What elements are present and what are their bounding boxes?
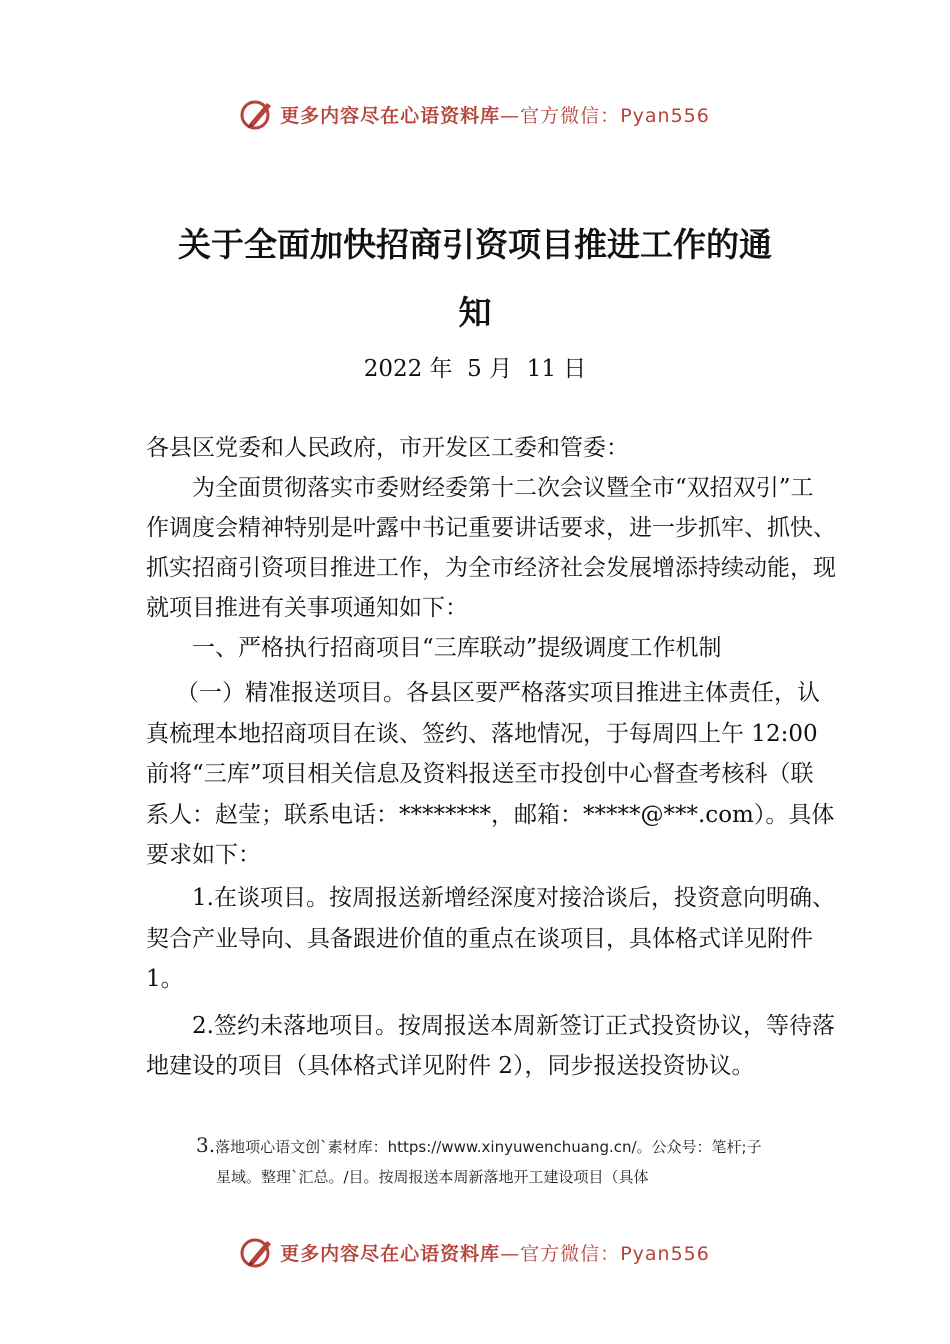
footnote	[196, 1130, 836, 1192]
document-title-line2: 知	[458, 293, 492, 332]
document-title-line1: 关于全面加快招商引资项目推进工作的通	[178, 225, 772, 264]
salutation: 各县区党委和人民政府，市开发区工委和管委：	[146, 435, 629, 461]
watermark-banner-bottom	[0, 1230, 950, 1274]
section-heading-1: 一、严格执行招商项目“三库联动”提级调度工作机制	[192, 635, 722, 661]
document-body	[146, 428, 836, 668]
footnote-line2: 星域。整理`汇总。/目。按周报送本周新落地开工建设项目（具体	[216, 1168, 649, 1186]
watermark-text: 更多内容尽在心语资料库—官方微信：Pyan556	[280, 104, 710, 127]
document-body-section	[146, 673, 836, 876]
item-2: 2.签约未落地项目。按周报送本周新签订正式投资协议，等待落地建设的项目（具体格式详见附件 2），同步报送投资协议。	[146, 1012, 835, 1079]
footnote-number: 3.	[196, 1133, 216, 1157]
pen-logo-icon	[240, 97, 274, 131]
subsection-1: （一）精准报送项目。各县区要严格落实项目推进主体责任，认真梳理本地招商项目在谈、签约、落地情况，于每周四上午 12:00 前将“三库”项目相关信息及资料报送至市投创中心督查考核科（联系人：赵莹；联系电话：********，邮箱：*****@***.com）。具体要求如下：	[146, 680, 835, 868]
document-date: 2022 年 5 月 11 日	[363, 356, 587, 382]
footnote-line1: 落地项心语文创`素材库：https://www.xinyuwenchuang.cn/。公众号：笔杆;子	[215, 1138, 762, 1156]
watermark-banner-top	[0, 92, 950, 136]
watermark-text: 更多内容尽在心语资料库—官方微信：Pyan556	[280, 1242, 710, 1265]
intro-paragraph: 为全面贯彻落实市委财经委第十二次会议暨全市“双招双引”工作调度会精神特别是叶露中书记重要讲话要求，进一步抓牢、抓快、抓实招商引资项目推进工作，为全市经济社会发展增添持续动能，现就项目推进有关事项通知如下：	[146, 475, 836, 621]
pen-logo-icon	[240, 1235, 274, 1269]
document-body-items	[146, 878, 836, 1087]
item-1: 1.在谈项目。按周报送新增经深度对接洽谈后，投资意向明确、契合产业导向、具备跟进价值的重点在谈项目，具体格式详见附件 1。	[146, 885, 835, 992]
